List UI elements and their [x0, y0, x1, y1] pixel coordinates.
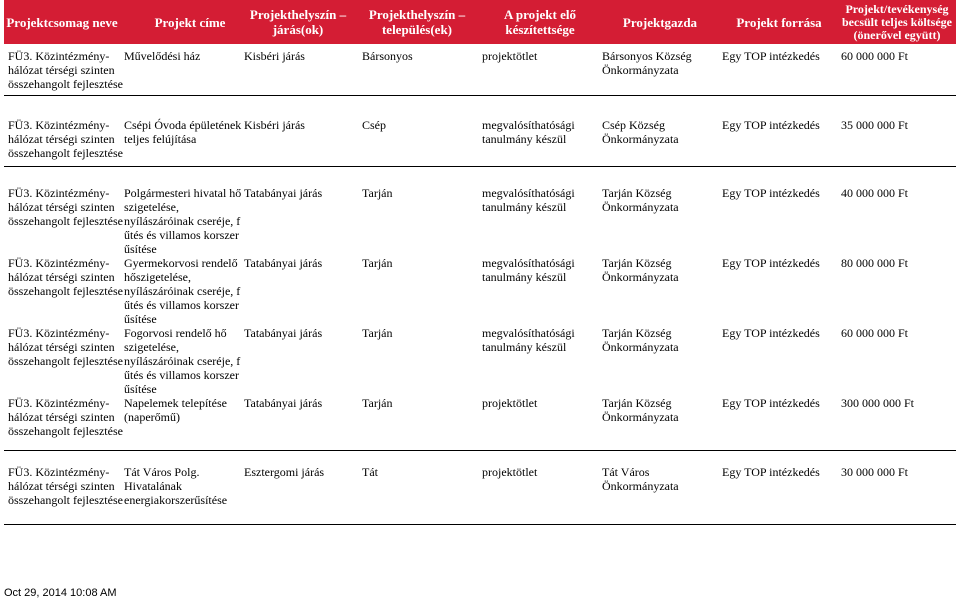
cell-title: Művelődési ház — [124, 49, 201, 63]
cell-cost: 60 000 000 Ft — [841, 326, 909, 340]
cell-title: Gyermekorvosi rendelő hőszigetelése, nyílászáróinak cseréje, f űtés és villamos korszer űsítése — [124, 256, 241, 326]
cell-owner: Bársonyos Község Önkormányzata — [602, 49, 692, 77]
header-settlement: Projekthelyszín – település(ek) — [368, 7, 466, 37]
row-separator — [4, 166, 956, 167]
header-owner: Projektgazda — [622, 14, 698, 30]
cell-package: FÜ3. Közintézmény- hálózat térségi szinten összehangolt fejlesztése — [8, 396, 123, 438]
cell-cost: 80 000 000 Ft — [841, 256, 909, 270]
cell-district: Esztergomi járás — [244, 465, 325, 479]
cell-title: Polgármesteri hivatal hő szigetelése, nyílászáróinak cseréje, f űtés és villamos korszer űsítése — [124, 186, 242, 256]
cell-district: Tatabányai járás — [244, 186, 323, 200]
header-package-name: Projektcsomag neve — [6, 14, 118, 30]
cell-settlement: Tarján — [362, 186, 393, 200]
row-separator — [4, 95, 956, 96]
cell-package: FÜ3. Közintézmény- hálózat térségi szinten összehangolt fejlesztése — [8, 465, 123, 507]
cell-settlement: Csép — [362, 118, 386, 132]
cell-source: Egy TOP intézkedés — [722, 396, 820, 410]
cell-preparedness: megvalósíthatósági tanulmány készül — [482, 118, 575, 146]
cell-preparedness: projektötlet — [482, 465, 538, 479]
cell-preparedness: projektötlet — [482, 396, 538, 410]
cell-title: Tát Város Polg. Hivatalának energiakorszerűsítése — [124, 465, 228, 507]
header-project-title: Projekt címe — [154, 14, 226, 30]
cell-cost: 35 000 000 Ft — [841, 118, 909, 132]
cell-owner: Tát Város Önkormányzata — [602, 465, 679, 493]
cell-source: Egy TOP intézkedés — [722, 256, 820, 270]
cell-title: Fogorvosi rendelő hő szigetelése, nyílászáróinak cseréje, f űtés és villamos korszer űsítése — [124, 326, 241, 396]
cell-district: Kisbéri járás — [244, 49, 305, 63]
header-cost: Projekt/tevékenység becsült teljes költsége (önerővel együtt) — [842, 1, 952, 42]
cell-owner: Tarján Község Önkormányzata — [602, 326, 679, 354]
header-district: Projekthelyszín – járás(ok) — [249, 7, 347, 37]
cell-cost: 60 000 000 Ft — [841, 49, 909, 63]
cell-package: FÜ3. Közintézmény- hálózat térségi szinten összehangolt fejlesztése — [8, 49, 123, 91]
cell-cost: 40 000 000 Ft — [841, 186, 909, 200]
cell-settlement: Tarján — [362, 396, 393, 410]
cell-source: Egy TOP intézkedés — [722, 118, 820, 132]
cell-preparedness: megvalósíthatósági tanulmány készül — [482, 326, 575, 354]
cell-district: Tatabányai járás — [244, 256, 323, 270]
row-separator — [4, 450, 956, 451]
cell-package: FÜ3. Közintézmény- hálózat térségi szinten összehangolt fejlesztése — [8, 118, 123, 160]
cell-source: Egy TOP intézkedés — [722, 326, 820, 340]
cell-district: Tatabányai járás — [244, 326, 323, 340]
cell-owner: Tarján Község Önkormányzata — [602, 396, 679, 424]
cell-package: FÜ3. Közintézmény- hálózat térségi szinten összehangolt fejlesztése — [8, 326, 123, 368]
cell-owner: Tarján Község Önkormányzata — [602, 256, 679, 284]
cell-district: Kisbéri járás — [244, 118, 305, 132]
cell-source: Egy TOP intézkedés — [722, 465, 820, 479]
cell-cost: 30 000 000 Ft — [841, 465, 909, 479]
cell-cost: 300 000 000 Ft — [841, 396, 915, 410]
cell-package: FÜ3. Közintézmény- hálózat térségi szinten összehangolt fejlesztése — [8, 186, 123, 228]
cell-package: FÜ3. Közintézmény- hálózat térségi szinten összehangolt fejlesztése — [8, 256, 123, 298]
cell-settlement: Tarján — [362, 326, 393, 340]
cell-settlement: Bársonyos — [362, 49, 413, 63]
cell-title: Napelemek telepítése (naperőmű) — [124, 396, 227, 424]
cell-title: Csépi Óvoda épületének teljes felújítása — [124, 118, 242, 146]
footer-timestamp: Oct 29, 2014 10:08 AM — [4, 587, 117, 599]
cell-preparedness: megvalósíthatósági tanulmány készül — [482, 186, 575, 214]
cell-district: Tatabányai járás — [244, 396, 323, 410]
header-preparedness: A projekt elő készítettsége — [504, 7, 576, 37]
row-separator — [4, 524, 956, 525]
cell-source: Egy TOP intézkedés — [722, 186, 820, 200]
cell-settlement: Tarján — [362, 256, 393, 270]
cell-source: Egy TOP intézkedés — [722, 49, 820, 63]
cell-preparedness: megvalósíthatósági tanulmány készül — [482, 256, 575, 284]
cell-preparedness: projektötlet — [482, 49, 538, 63]
header-source: Projekt forrása — [736, 14, 822, 30]
cell-owner: Tarján Község Önkormányzata — [602, 186, 679, 214]
cell-settlement: Tát — [362, 465, 378, 479]
cell-owner: Csép Község Önkormányzata — [602, 118, 679, 146]
